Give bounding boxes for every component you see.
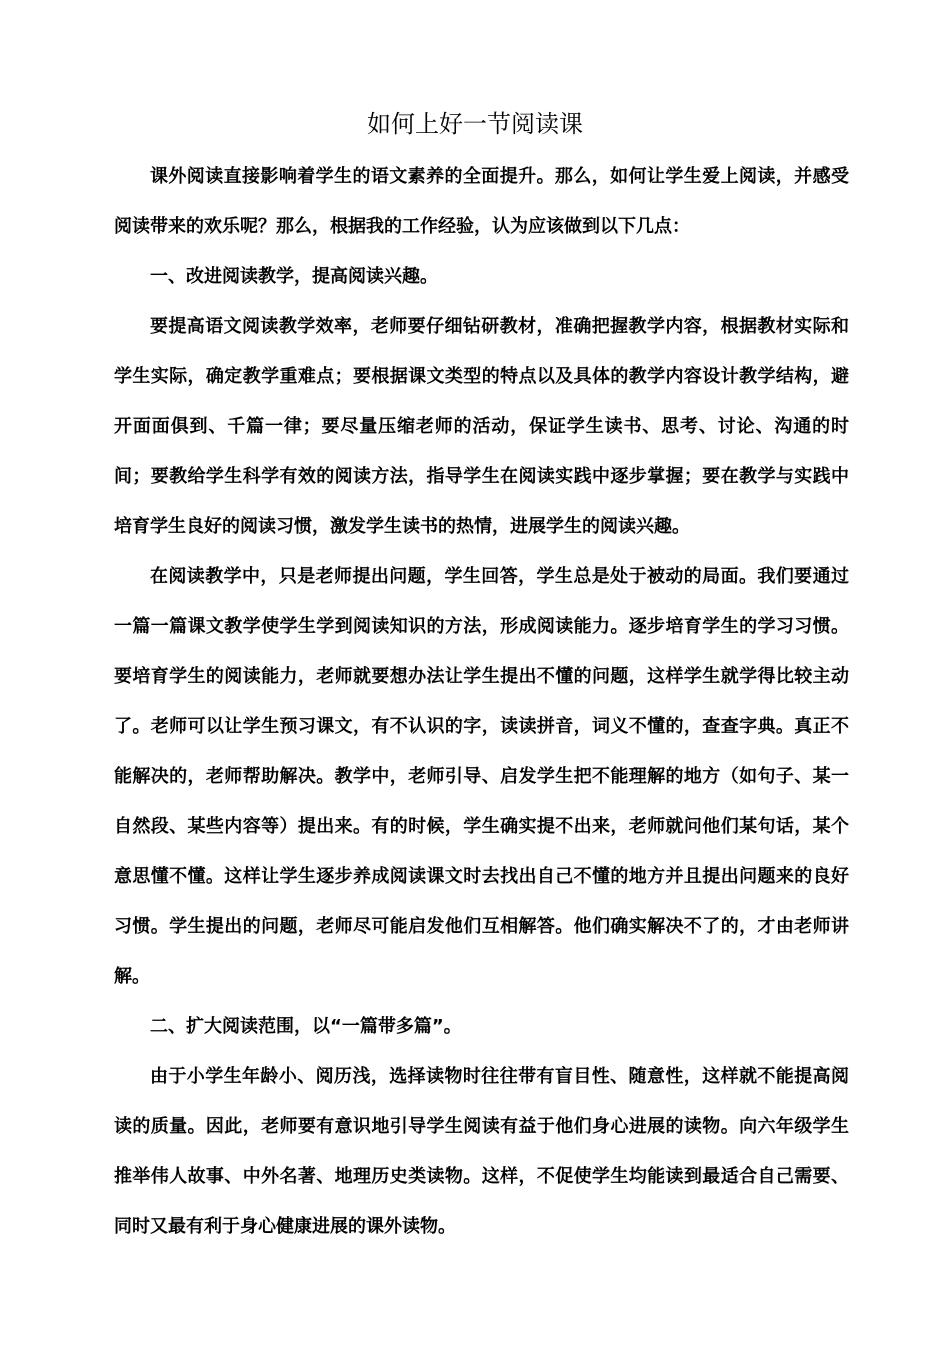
paragraph-intro: 课外阅读直接影响着学生的语文素养的全面提升。那么，如何让学生爱上阅读，并感受阅读带来的欢乐呢？那么，根据我的工作经验，认为应该做到以下几点： [114, 166, 849, 237]
document-body [114, 152, 849, 1252]
paragraph-reading-habits: 在阅读教学中，只是老师提出问题，学生回答，学生总是处于被动的局面。我们要通过一篇一篇课文教学使学生学到阅读知识的方法，形成阅读能力。逐步培育学生的学习习惯。要培育学生的阅读能力，老师就要想办法让学生提出不懂的问题，这样学生就学得比较主动了。老师可以让学生预习课文，有不认识的字，读读拼音，词义不懂的，查查字典。真正不能解决的，老师帮助解决。教学中，老师引导、启发学生把不能理解的地方（如句子、某一自然段、某些内容等）提出来。有的时候，学生确实提不出来，老师就问他们某句话，某个意思懂不懂。这样让学生逐步养成阅读课文时去找出自己不懂的地方并且提出问题来的良好习惯。学生提出的问题，老师尽可能启发他们互相解答。他们确实解决不了的，才由老师讲解。 [114, 566, 849, 987]
section-heading-1: 一、改进阅读教学，提高阅读兴趣。 [150, 266, 438, 287]
paragraph-reading-scope: 由于小学生年龄小、阅历浅，选择读物时往往带有盲目性、随意性，这样就不能提高阅读的质量。因此，老师要有意识地引导学生阅读有益于他们身心进展的读物。向六年级学生推举伟人故事、中外名著、地理历史类读物。这样，不促使学生均能读到最适合自己需要、同时又最有利于身心健康进展的课外读物。 [114, 1066, 849, 1237]
section-heading-2: 二、扩大阅读范围，以“一篇带多篇”。 [150, 1016, 462, 1037]
document-title: 如何上好一节阅读课 [367, 110, 583, 138]
paragraph-teaching-efficiency: 要提高语文阅读教学效率，老师要仔细钻研教材，准确把握教学内容，根据教材实际和学生实际，确定教学重难点；要根据课文类型的特点以及具体的教学内容设计教学结构，避开面面俱到、千篇一律；要尽量压缩老师的活动，保证学生读书、思考、讨论、沟通的时间；要教给学生科学有效的阅读方法，指导学生在阅读实践中逐步掌握；要在教学与实践中培育学生良好的阅读习惯，激发学生读书的热情，进展学生的阅读兴趣。 [114, 316, 849, 537]
